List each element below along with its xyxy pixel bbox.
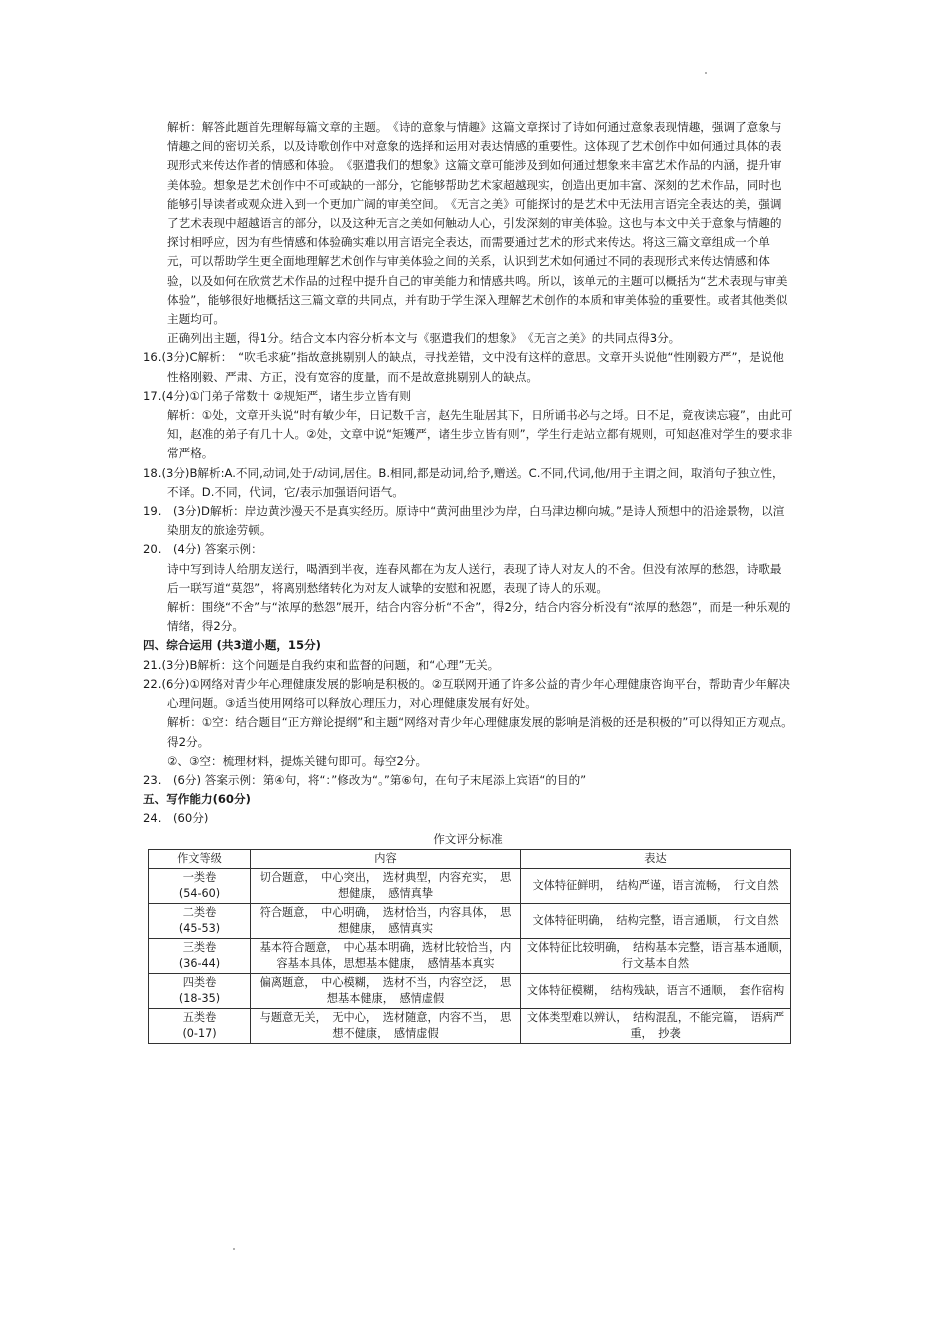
answer-paragraphs [143, 118, 793, 829]
rubric-level-name: 二类卷 [182, 905, 217, 919]
rubric-level-name: 三类卷 [182, 940, 217, 954]
rubric-row [149, 973, 791, 1008]
rubric-level-name: 一类卷 [182, 870, 217, 884]
rubric-level-cell [149, 903, 251, 938]
rubric-content-cell: 切合题意， 中心突出， 选材典型，内容充实， 思想健康， 感情真挚 [251, 868, 521, 903]
header-expression: 表达 [521, 849, 791, 868]
rubric-title: 作文评分标准 [433, 831, 503, 846]
rubric-score-range: (0-17) [182, 1026, 217, 1040]
rubric-score-range: (18-35) [178, 991, 221, 1005]
rubric-expression-cell: 文体特征明确， 结构完整，语言通顺， 行文自然 [521, 903, 791, 938]
paragraph: 21.(3分)B解析：这个问题是自我约束和监督的问题，和“心理”无关。 [143, 657, 500, 672]
rubric-table [148, 849, 796, 1044]
paragraph: 17.(4分)①门弟子常数十 ②规矩严，诸生步立皆有则 [143, 388, 412, 403]
rubric-content-cell: 与题意无关， 无中心， 选材随意，内容不当， 思想不健康， 感情虚假 [251, 1008, 521, 1043]
scan-speck [705, 72, 707, 74]
rubric-expression-cell: 文体特征鲜明， 结构严谨，语言流畅， 行文自然 [521, 868, 791, 903]
rubric-row [149, 903, 791, 938]
paragraph: 解析：①处，文章开头说“时有敏少年，日记数千言，赵先生耻居其下，日所诵书必与之埒。日不足，竟夜读忘寝”，由此可知，赵准的弟子有几十人。②处，文章中说“矩矱严，诸生步立皆有则”，学生行走站立都有规则，可知赵准对学生的要求非常严格。 [167, 408, 793, 461]
paragraph: 22.(6分)①网络对青少年心理健康发展的影响是积极的。②互联网开通了许多公益的青少年心理健康咨询平台，帮助青少年解决心理问题。③适当使用网络可以释放心理压力，对心理健康发展有好处。 [143, 676, 790, 711]
rubric-expression-cell: 文体特征比较明确， 结构基本完整，语言基本通顺， 行文基本自然 [521, 938, 791, 973]
answer-content [143, 118, 796, 1044]
paragraph: 五、写作能力(60分) [143, 792, 251, 807]
rubric-expression-cell: 文体特征模糊， 结构残缺，语言不通顺， 套作宿构 [521, 973, 791, 1008]
rubric-content-cell: 符合题意， 中心明确， 选材恰当，内容具体， 思想健康， 感情真实 [251, 903, 521, 938]
rubric-content-cell: 基本符合题意， 中心基本明确，选材比较恰当，内容基本具体，思想基本健康， 感情基本真实 [251, 938, 521, 973]
paragraph: 诗中写到诗人给朋友送行，喝酒到半夜，连春风都在为友人送行，表现了诗人对友人的不舍。但没有浓厚的愁怨，诗歌最后一联写道“莫怨”，将离别愁绪转化为对友人诚挚的安慰和祝愿，表现了诗人的乐观。 [167, 561, 782, 595]
paragraph: 正确列出主题，得1分。结合文本内容分析本文与《驱遣我们的想象》 《无言之美》的共同点得3分。 [167, 331, 681, 346]
rubric-level-cell [149, 973, 251, 1008]
paragraph: 19. (3分)D解析：岸边黄沙漫天不是真实经历。原诗中“黄河曲里沙为岸，白马津边柳向城。”是诗人预想中的沿途景物，以渲染朋友的旅途劳顿。 [143, 504, 785, 538]
rubric-level-name: 五类卷 [182, 1010, 217, 1024]
rubric-score-range: (54-60) [178, 886, 221, 900]
paragraph: 四、综合运用 (共3道小题，15分) [143, 638, 321, 653]
rubric-header-row [149, 849, 791, 868]
rubric-row [149, 1008, 791, 1043]
rubric-row [149, 938, 791, 973]
rubric-level-name: 四类卷 [182, 975, 217, 989]
rubric-score-range: (45-53) [178, 921, 221, 935]
header-content: 内容 [251, 849, 521, 868]
paragraph: ②、③空：梳理材料，提炼关键句即可。每空2分。 [167, 753, 428, 768]
rubric-score-range: (36-44) [178, 956, 221, 970]
rubric-level-cell [149, 868, 251, 903]
rubric-content-cell: 偏离题意， 中心模糊， 选材不当，内容空泛， 思想基本健康， 感情虚假 [251, 973, 521, 1008]
rubric-level-cell [149, 938, 251, 973]
paragraph: 解析：解答此题首先理解每篇文章的主题。 《诗的意象与情趣》这篇文章探讨了诗如何通过意象表现情趣，强调了意象与情趣之间的密切关系，以及诗歌创作中对意象的选择和运用对表达情感的重要性。这体现了艺术创作中如何通过具体的表现形式来传达作者的情感和体验。 《驱遣我们的想象》这篇文章可能涉及到如何通过想象来丰富艺术作品的内涵，提升审美体验。想象是艺术创作中不可或缺的一部分，它能够帮助艺术家超越现实，创造出更加丰富、深刻的艺术作品，同时也能够引导读者或观众进入到一个更加广阔的审美空间。 《无言之美》可能探讨的是艺术中无法用言语完全表达的美，强调了艺术表现中超越语言的部分，以及这种无言之美如何触动人心，引发深刻的审美体验。这也与本文中关于意象与情趣的探讨相呼应，因为有些情感和体验确实难以用言语完全表达，而需要通过艺术的形式来传达。将这三篇文章组成一个单元，可以帮助学生更全面地理解艺术创作与审美体验之间的关系，认识到艺术如何通过不同的表现形式来传达情感和体验，以及如何在欣赏艺术作品的过程中提升自己的审美能力和情感共鸣。所以，该单元的主题可以概括为“艺术表现与审美体验”，能够很好地概括这三篇文章的共同点，并有助于学生深入理解艺术创作的本质和审美体验的重要性。或者其他类似主题均可。 [167, 120, 788, 327]
scan-speck [233, 1248, 235, 1250]
paragraph: 解析：围绕“不舍”与“浓厚的愁怨”展开，结合内容分析“不舍”，得2分，结合内容分析没有“浓厚的愁怨”，而是一种乐观的情绪，得2分。 [167, 600, 791, 634]
paragraph: 24. (60分) [143, 811, 209, 826]
rubric-expression-cell: 文体类型难以辨认， 结构混乱，不能完篇， 语病严重， 抄袭 [521, 1008, 791, 1043]
paragraph: 18.(3分)B解析:A.不同,动词,处于/动词,居住。B.相同,都是动词,给予,赠送。C.不同,代词,他/用于主谓之间，取消句子独立性，不译。D.不同，代词，它/表示加强语问语气。 [143, 465, 784, 499]
paragraph: 23. (6分) 答案示例：第④句，将“：”修改为“。”第⑥句，在句子末尾添上宾语“的目的” [143, 772, 587, 787]
paragraph: 解析：①空：结合题目“正方辩论提纲”和主题“网络对青少年心理健康发展的影响是消极的还是积极的”可以得知正方观点。得2分。 [167, 715, 793, 749]
rubric-level-cell [149, 1008, 251, 1043]
header-level: 作文等级 [149, 849, 251, 868]
paragraph: 20. (4分) 答案示例： [143, 542, 263, 557]
paragraph: 16.(3分)C解析： “吹毛求疵”指故意挑剔别人的缺点，寻找差错，文中没有这样的意思。文章开头说他“性刚毅方严”，是说他性格刚毅、严肃、方正，没有宽容的度量，而不是故意挑剔别人的缺点。 [143, 350, 784, 384]
rubric-row [149, 868, 791, 903]
